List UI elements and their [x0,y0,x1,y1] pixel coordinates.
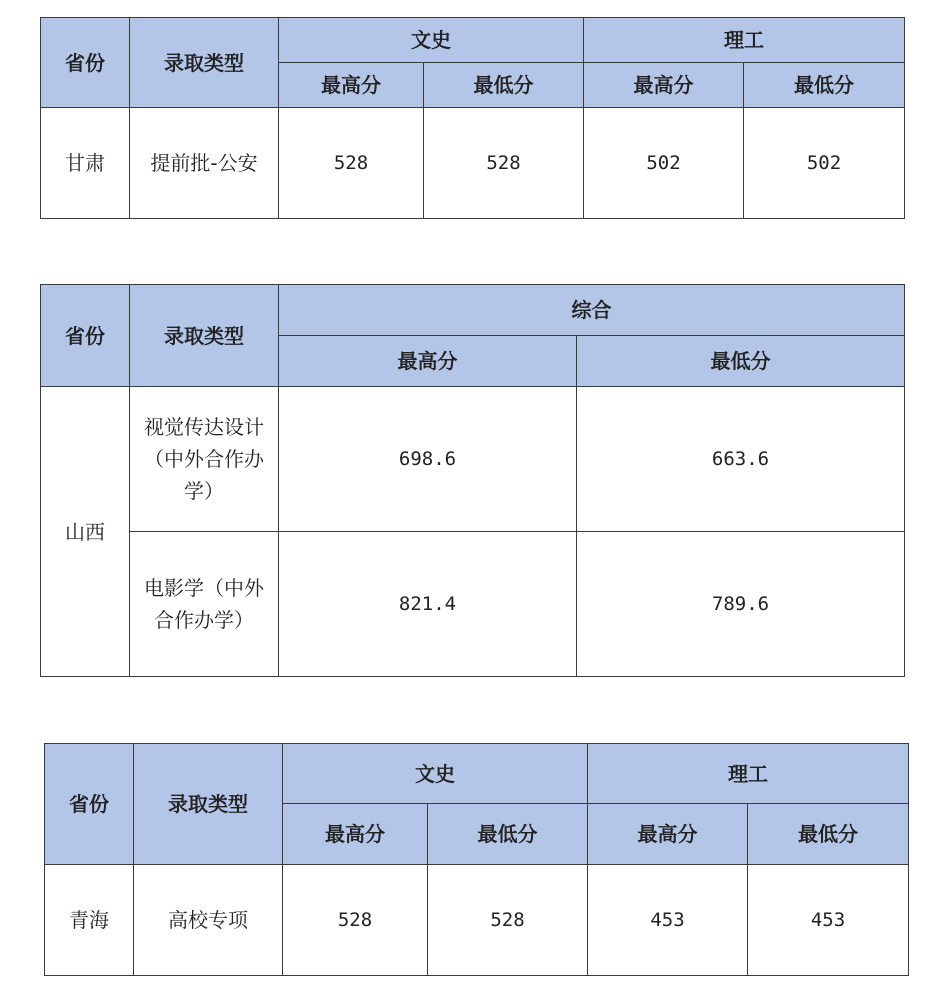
header-min-score: 最低分 [428,804,588,865]
province-cell: 山西 [41,387,130,677]
header-province: 省份 [45,744,134,865]
header-max-score: 最高分 [584,63,744,108]
score-cell: 663.6 [577,387,905,532]
score-table-qinghai [44,743,909,976]
score-cell: 698.6 [279,387,577,532]
header-max-score: 最高分 [283,804,428,865]
admission-type-cell: 视觉传达设计（中外合作办学） [130,387,279,532]
score-cell: 453 [588,865,748,976]
score-cell: 789.6 [577,532,905,677]
header-group-ligong: 理工 [584,18,905,63]
table-row [41,532,905,677]
score-cell: 528 [279,108,424,219]
score-cell: 821.4 [279,532,577,677]
score-table-gansu [40,17,905,219]
header-admission-type: 录取类型 [134,744,283,865]
province-cell: 青海 [45,865,134,976]
score-cell: 528 [424,108,584,219]
admission-type-cell: 提前批-公安 [130,108,279,219]
header-group-wenshi: 文史 [283,744,588,804]
table-row [45,865,909,976]
header-group-ligong: 理工 [588,744,909,804]
score-table-shanxi [40,284,905,677]
header-min-score: 最低分 [577,336,905,387]
score-cell: 502 [584,108,744,219]
header-max-score: 最高分 [279,63,424,108]
score-cell: 453 [748,865,909,976]
header-max-score: 最高分 [279,336,577,387]
header-province: 省份 [41,285,130,387]
table-row [41,387,905,532]
header-group-wenshi: 文史 [279,18,584,63]
header-max-score: 最高分 [588,804,748,865]
header-admission-type: 录取类型 [130,18,279,108]
header-group-zonghe: 综合 [279,285,905,336]
table-row [41,108,905,219]
admission-type-cell: 电影学（中外合作办学） [130,532,279,677]
score-cell: 528 [283,865,428,976]
province-cell: 甘肃 [41,108,130,219]
score-cell: 528 [428,865,588,976]
admission-type-cell: 高校专项 [134,865,283,976]
header-min-score: 最低分 [424,63,584,108]
header-min-score: 最低分 [748,804,909,865]
header-min-score: 最低分 [744,63,905,108]
header-province: 省份 [41,18,130,108]
header-admission-type: 录取类型 [130,285,279,387]
score-cell: 502 [744,108,905,219]
